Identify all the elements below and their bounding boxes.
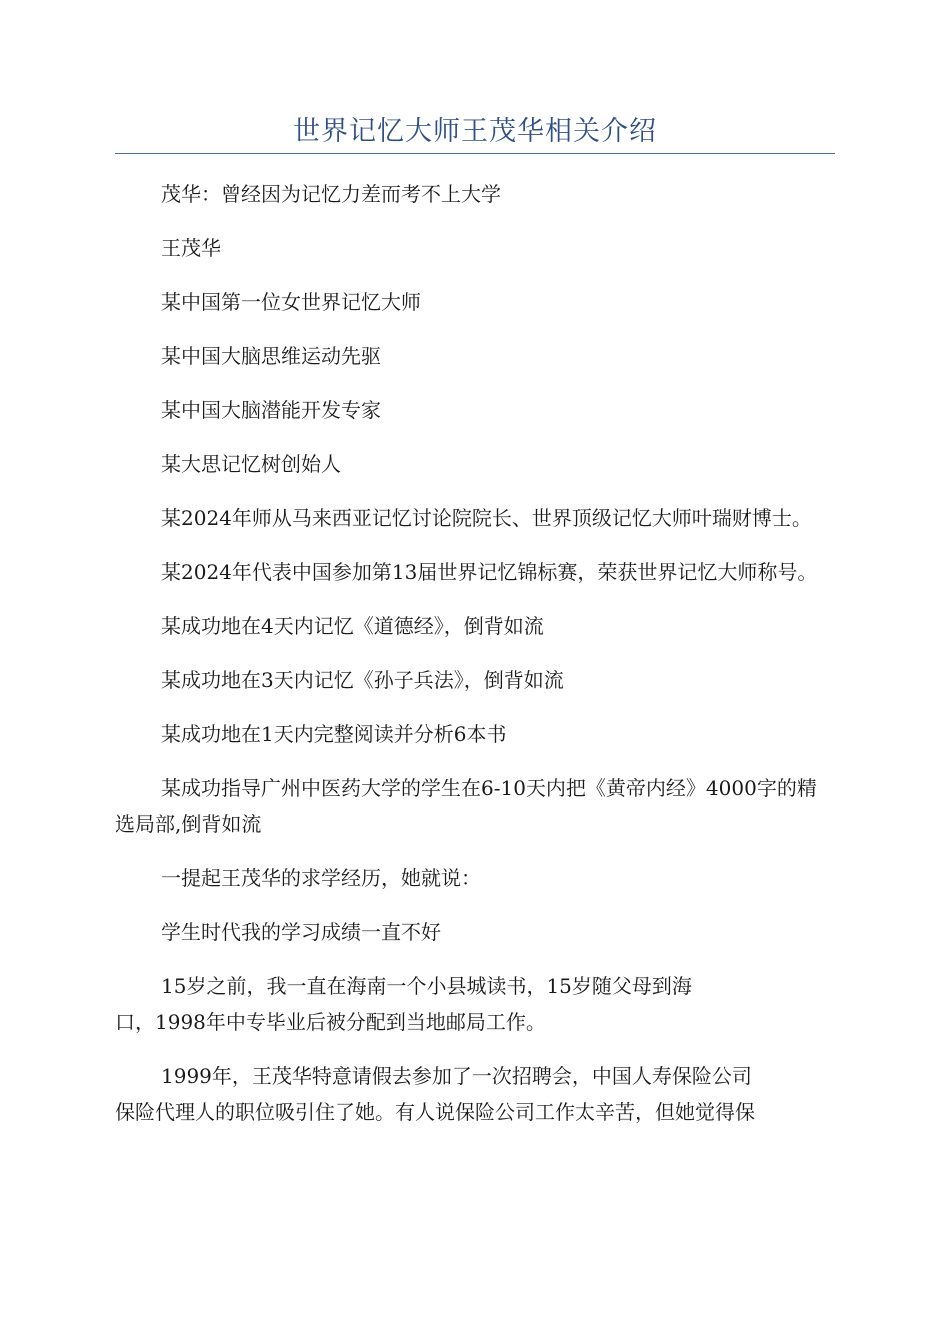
paragraph-line: 口，1998年中专毕业后被分配到当地邮局工作。: [115, 1010, 546, 1034]
paragraph: 某中国大脑思维运动先驱: [161, 344, 381, 368]
paragraph: 某成功地在4天内记忆《道德经》，倒背如流: [161, 614, 544, 638]
document-title: 世界记忆大师王茂华相关介绍: [293, 116, 657, 147]
paragraph-line: 保险代理人的职位吸引住了她。有人说保险公司工作太辛苦，但她觉得保: [115, 1100, 755, 1124]
paragraph: 某2024年代表中国参加第13届世界记忆锦标赛，荣获世界记忆大师称号。: [161, 560, 818, 584]
title-underline: [115, 153, 835, 154]
paragraph: 某中国大脑潜能开发专家: [161, 398, 381, 422]
document-body: [115, 176, 835, 1148]
paragraph: 某成功地在1天内完整阅读并分析6本书: [161, 722, 507, 746]
paragraph: [115, 968, 835, 1040]
paragraph: 某大思记忆树创始人: [161, 452, 341, 476]
paragraph-line: 15岁之前，我一直在海南一个小县城读书，15岁随父母到海: [161, 974, 692, 998]
paragraph: [115, 1058, 835, 1130]
paragraph: 某成功地在3天内记忆《孙子兵法》，倒背如流: [161, 668, 564, 692]
paragraph: 某成功指导广州中医药大学的学生在6-10天内把《黄帝内经》4000字的精选局部,倒背如流: [115, 776, 817, 836]
paragraph: 学生时代我的学习成绩一直不好: [161, 920, 441, 944]
paragraph: 某2024年师从马来西亚记忆讨论院院长、世界顶级记忆大师叶瑞财博士。: [161, 506, 812, 530]
paragraph: 某中国第一位女世界记忆大师: [161, 290, 421, 314]
paragraph: 茂华：曾经因为记忆力差而考不上大学: [161, 182, 501, 206]
paragraph-line: 1999年，王茂华特意请假去参加了一次招聘会，中国人寿保险公司: [161, 1064, 752, 1088]
paragraph: 王茂华: [161, 236, 221, 260]
paragraph: 一提起王茂华的求学经历，她就说：: [161, 866, 481, 890]
